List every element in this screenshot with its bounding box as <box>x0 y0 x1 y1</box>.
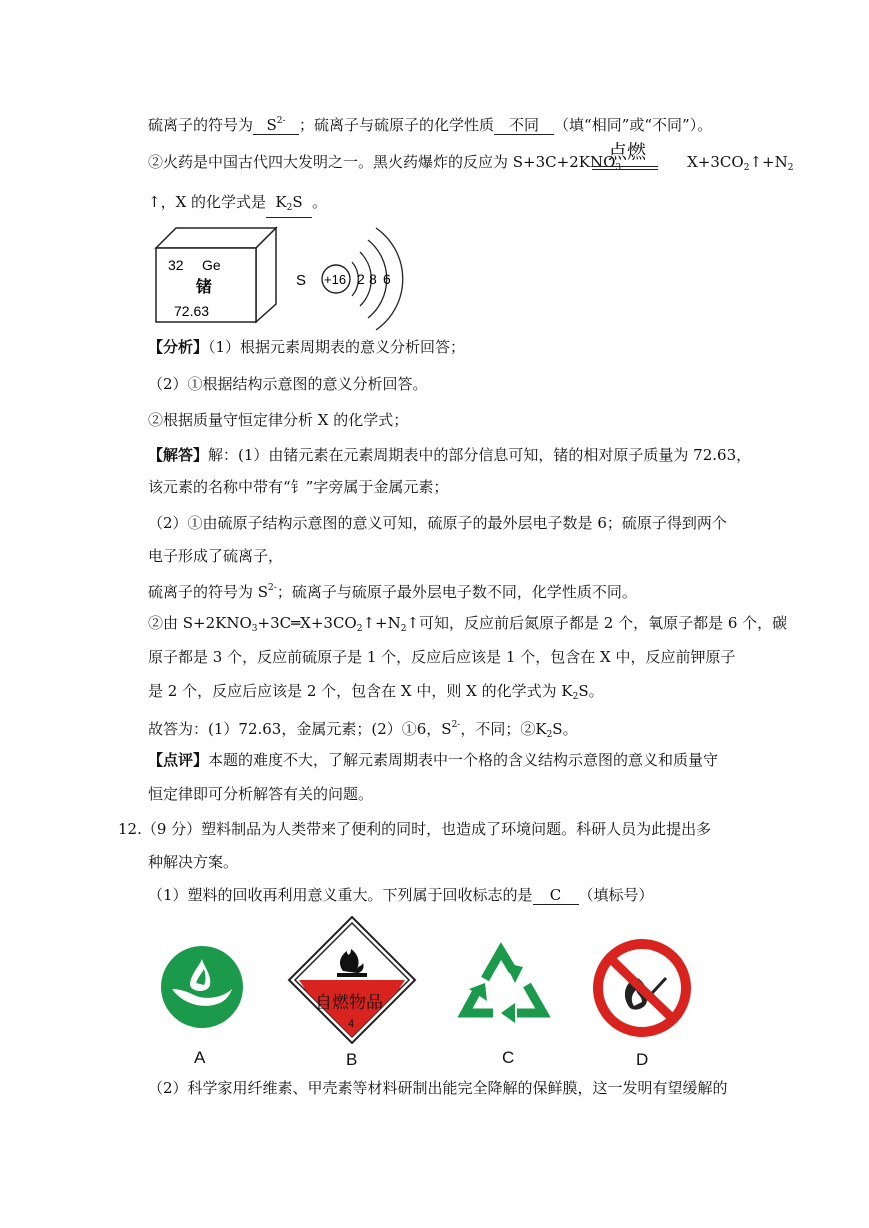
question-12-part-2: （2）科学家用纤维素、甲壳素等材料研制出能完全降解的保鲜膜，这一发明有望缓解的 <box>148 1079 728 1097</box>
atom-symbol: S <box>296 272 307 289</box>
recycle-sign-c-icon <box>455 941 555 1033</box>
solution-line-6: ②由 $S+2KNO_3+3C═X+3CO_2↑+N_2↑$可知，反应前后氮原子都是 2 个，氧原子都是 6 个，碳 <box>148 614 788 634</box>
solution-line-4: 电子形成了硫离子， <box>148 547 284 565</box>
solution-line-1: 【解答】解：(1）由锗元素在元素周期表中的部分信息可知，锗的相对原子质量为 72.63， <box>148 446 752 464</box>
element-name: 锗 <box>196 277 213 296</box>
solution-line-3: （2）①由硫原子结构示意图的意义可知，硫原子的最外层电子数是 6；硫原子得到两个 <box>148 514 727 532</box>
sign-c-label: C <box>502 1048 515 1067</box>
element-number: 32 <box>168 257 184 273</box>
sign-a-label: A <box>194 1048 206 1067</box>
answer-recycle: C <box>533 886 579 905</box>
sulfur-atom-diagram <box>290 222 410 332</box>
analysis-line-2: （2）①根据结构示意图的意义分析回答。 <box>148 375 428 393</box>
solution-line-9: 故答为：(1）72.63，金属元素；(2）①6，$S^{2-}$，不同；$②K_2S$。 <box>148 720 578 740</box>
no-fire-sign-d-icon <box>592 938 692 1038</box>
element-cell-germanium <box>150 226 280 326</box>
question-12-line-2: 种解决方案。 <box>148 853 239 871</box>
answer-formula: $K_2S$ <box>266 193 312 218</box>
solution-line-7: 原子都是 3 个，反应前硫原子是 1 个，反应后应该是 1 个，包含在 X 中，反应前钾原子 <box>148 648 736 666</box>
atom-shell-2: 8 <box>369 271 377 287</box>
answer-ion: $S^{2-}$ <box>253 112 299 135</box>
sign-b-text: 自燃物品 <box>315 993 383 1013</box>
element-mass: 72.63 <box>174 303 210 319</box>
analysis-line-1: 【分析】（1）根据元素周期表的意义分析回答； <box>148 338 466 356</box>
comment-line-1: 【点评】本题的难度不大，了解元素周期表中一个格的含义结构示意图的意义和质量守 <box>148 751 719 769</box>
sign-a-icon <box>160 945 244 1029</box>
atom-shell-3: 6 <box>383 271 391 287</box>
reaction-equals-sign <box>592 166 658 170</box>
element-symbol: Ge <box>202 257 221 273</box>
sign-d-label: D <box>636 1050 649 1069</box>
line-3: ↑，X 的化学式是 $K_2S$ 。 <box>148 192 327 218</box>
comment-line-2: 恒定律即可分析解答有关的问题。 <box>148 785 374 803</box>
solution-line-8: 是 2 个，反应后应该是 2 个，包含在 X 中，则 X 的化学式为 $K_2S$。 <box>148 682 604 702</box>
analysis-line-3: ②根据质量守恒定律分析 X 的化学式； <box>148 411 409 429</box>
line-2: ②火药是中国古代四大发明之一。黑火药爆炸的反应为 $S+3C+2KNO_3$ $X+3CO_2↑+N_2$ <box>148 153 794 173</box>
sign-b-label: B <box>346 1050 358 1069</box>
solution-line-5: 硫离子的符号为 $S^{2-}$；硫离子与硫原子最外层电子数不同，化学性质不同。 <box>148 583 637 601</box>
reaction-condition: 点燃 <box>607 141 646 163</box>
answer-property: 不同 <box>494 116 554 135</box>
atom-shell-1: 2 <box>357 271 365 287</box>
line-1: 硫离子的符号为 $S^{2-}$ ；硫离子与硫原子的化学性质 不同 （填“相同”或“不同”）。 <box>148 112 712 135</box>
question-12-line-1: 12.（9 分）塑料制品为人类带来了便利的同时，也造成了环境问题。科研人员为此提出多 <box>118 820 712 838</box>
atom-nucleus: +16 <box>324 272 347 287</box>
sign-b-icon <box>287 915 417 1045</box>
solution-line-2: 该元素的名称中带有“钅”字旁属于金属元素； <box>148 478 449 496</box>
sign-b-number: 4 <box>348 1018 355 1030</box>
question-12-part-1: （1）塑料的回收再利用意义重大。下列属于回收标志的是 C （填标号） <box>148 886 654 904</box>
